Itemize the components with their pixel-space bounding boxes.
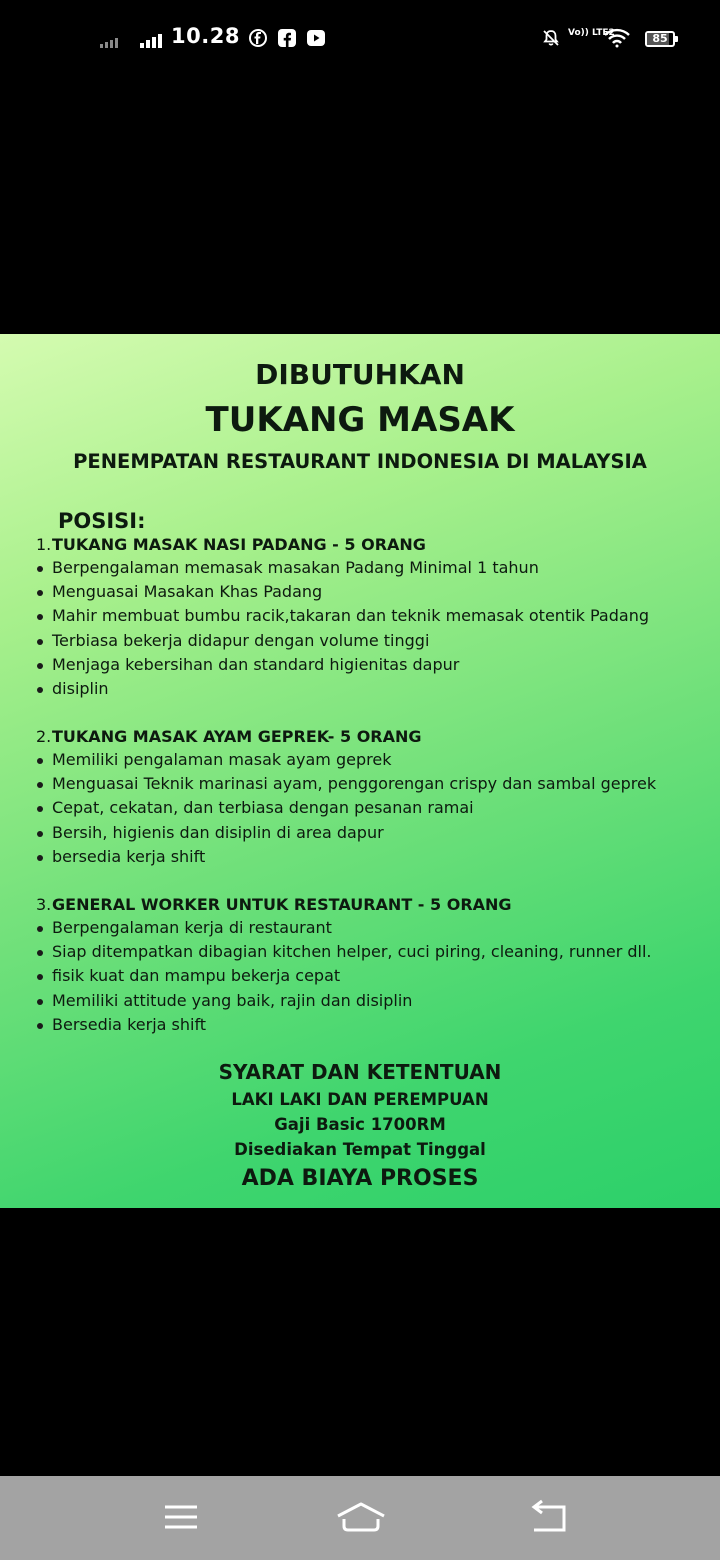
list-item: Menguasai Teknik marinasi ayam, penggorengan crispy dan sambal geprek — [36, 772, 656, 796]
position-section — [36, 532, 649, 701]
home-icon[interactable] — [335, 1498, 387, 1538]
list-item: Terbiasa bekerja didapur dengan volume tinggi — [36, 629, 649, 653]
position-title-text: TUKANG MASAK AYAM GEPREK- 5 ORANG — [52, 726, 422, 746]
requirement-list — [36, 916, 652, 1037]
poster-title: TUKANG MASAK — [205, 400, 515, 440]
poster-subtitle: PENEMPATAN RESTAURANT INDONESIA DI MALAYSIA — [73, 450, 647, 473]
list-item: Cepat, cekatan, dan terbiasa dengan pesanan ramai — [36, 796, 656, 820]
position-title — [36, 892, 652, 916]
job-poster-image — [0, 334, 720, 1208]
back-icon[interactable] — [528, 1498, 568, 1538]
terms-fee: ADA BIAYA PROSES — [241, 1166, 479, 1191]
position-title — [36, 724, 656, 748]
list-item: fisik kuat dan mampu bekerja cepat — [36, 964, 652, 988]
facebook-app-icon — [277, 28, 297, 48]
list-item: Siap ditempatkan dibagian kitchen helper, cuci piring, cleaning, runner dll. — [36, 940, 652, 964]
list-item: Menjaga kebersihan dan standard higienitas dapur — [36, 653, 649, 677]
list-item: Memiliki attitude yang baik, rajin dan disiplin — [36, 989, 652, 1013]
list-item: bersedia kerja shift — [36, 845, 656, 869]
requirement-list — [36, 748, 656, 869]
status-time: 10.28 — [171, 24, 240, 48]
terms-gender: LAKI LAKI DAN PEREMPUAN — [231, 1090, 489, 1109]
terms-heading: SYARAT DAN KETENTUAN — [218, 1060, 502, 1084]
facebook-icon — [248, 28, 268, 48]
position-section — [36, 724, 656, 869]
menu-icon[interactable] — [160, 1498, 200, 1538]
requirement-list — [36, 556, 649, 701]
poster-heading: DIBUTUHKAN — [255, 358, 465, 391]
youtube-icon — [306, 28, 326, 48]
lte-indicator: Vo)) LTE2 — [568, 28, 615, 38]
battery-icon — [645, 31, 675, 47]
list-item: Bersedia kerja shift — [36, 1013, 652, 1037]
position-title — [36, 532, 649, 556]
position-number: 3. — [36, 894, 52, 914]
position-title-text: GENERAL WORKER UNTUK RESTAURANT - 5 ORANG — [52, 894, 512, 914]
position-number: 1. — [36, 534, 52, 554]
terms-salary: Gaji Basic 1700RM — [274, 1115, 446, 1134]
wifi-icon — [604, 28, 630, 48]
list-item: Mahir membuat bumbu racik,takaran dan teknik memasak otentik Padang — [36, 604, 649, 628]
list-item: Berpengalaman memasak masakan Padang Minimal 1 tahun — [36, 556, 649, 580]
list-item: Menguasai Masakan Khas Padang — [36, 580, 649, 604]
battery-level-text: 85 — [652, 32, 668, 45]
posisi-label: POSISI: — [58, 509, 146, 533]
position-number: 2. — [36, 726, 52, 746]
list-item: disiplin — [36, 677, 649, 701]
signal-icon — [100, 36, 118, 48]
list-item: Berpengalaman kerja di restaurant — [36, 916, 652, 940]
status-bar — [0, 0, 720, 80]
navigation-bar — [0, 1476, 720, 1560]
notifications-off-icon — [541, 28, 561, 48]
position-title-text: TUKANG MASAK NASI PADANG - 5 ORANG — [52, 534, 426, 554]
list-item: Memiliki pengalaman masak ayam geprek — [36, 748, 656, 772]
terms-housing: Disediakan Tempat Tinggal — [234, 1140, 486, 1159]
list-item: Bersih, higienis dan disiplin di area dapur — [36, 821, 656, 845]
signal-icon — [140, 34, 162, 48]
position-section — [36, 892, 652, 1037]
